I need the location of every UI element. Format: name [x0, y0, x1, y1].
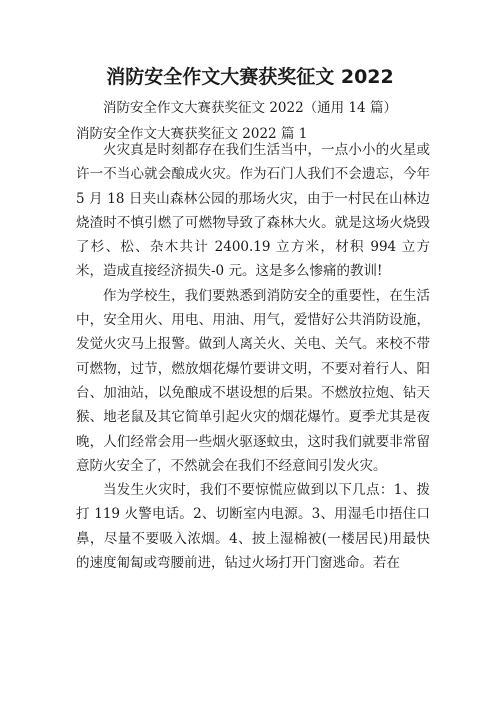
paragraph-3: 当发生火灾时，我们不要惊慌应做到以下几点：1、拨打 119 火警电话。2、切断室内电源。3、用湿毛巾捂住口鼻，尽量不要吸入浓烟。4、披上湿棉被(一楼居民)用最快的速度匍匐或弯腰前进，钻过火场打开门窗逃命。若在 [76, 482, 430, 572]
paragraph-2: 作为学校生，我们要熟悉到消防安全的重要性，在生活中，安全用火、用电、用油、用气，爱惜好公共消防设施，发觉火灾马上报警。做到人离关火、关电、关气。来校不带可燃物，过节，燃放烟花爆竹要讲文明，不要对着行人、阳台、加油站，以免酿成不堪设想的后果。不燃放拉炮、钻天猴、地老鼠及其它简单引起火灾的烟花爆竹。夏季尤其是夜晚，人们经常会用一些烟火驱逐蚊虫，这时我们就要非常留意防火安全了，不然就会在我们不经意间引发火灾。 [76, 287, 430, 474]
body-text [76, 138, 430, 575]
section-heading: 消防安全作文大赛获奖征文 2022 篇 1 [76, 126, 308, 142]
paragraph-1: 火灾真是时刻都存在我们生活当中，一点小小的火星或许一不当心就会酿成火灾。作为石门人我们不会遗忘，今年 5 月 18 日夹山森林公园的那场火灾，由于一村民在山林边烧渣时不慎引燃了可燃物导致了森林大火。就是这场火烧毁了杉、松、杂木共计 2400.19 立方米，材积 994 立方米，造成直接经济损失-0 元。这是多么惨痛的教训! [76, 142, 430, 280]
page-title: 消防安全作文大赛获奖征文 2022 [106, 66, 394, 88]
page-subtitle: 消防安全作文大赛获奖征文 2022（通用 14 篇） [103, 100, 397, 116]
